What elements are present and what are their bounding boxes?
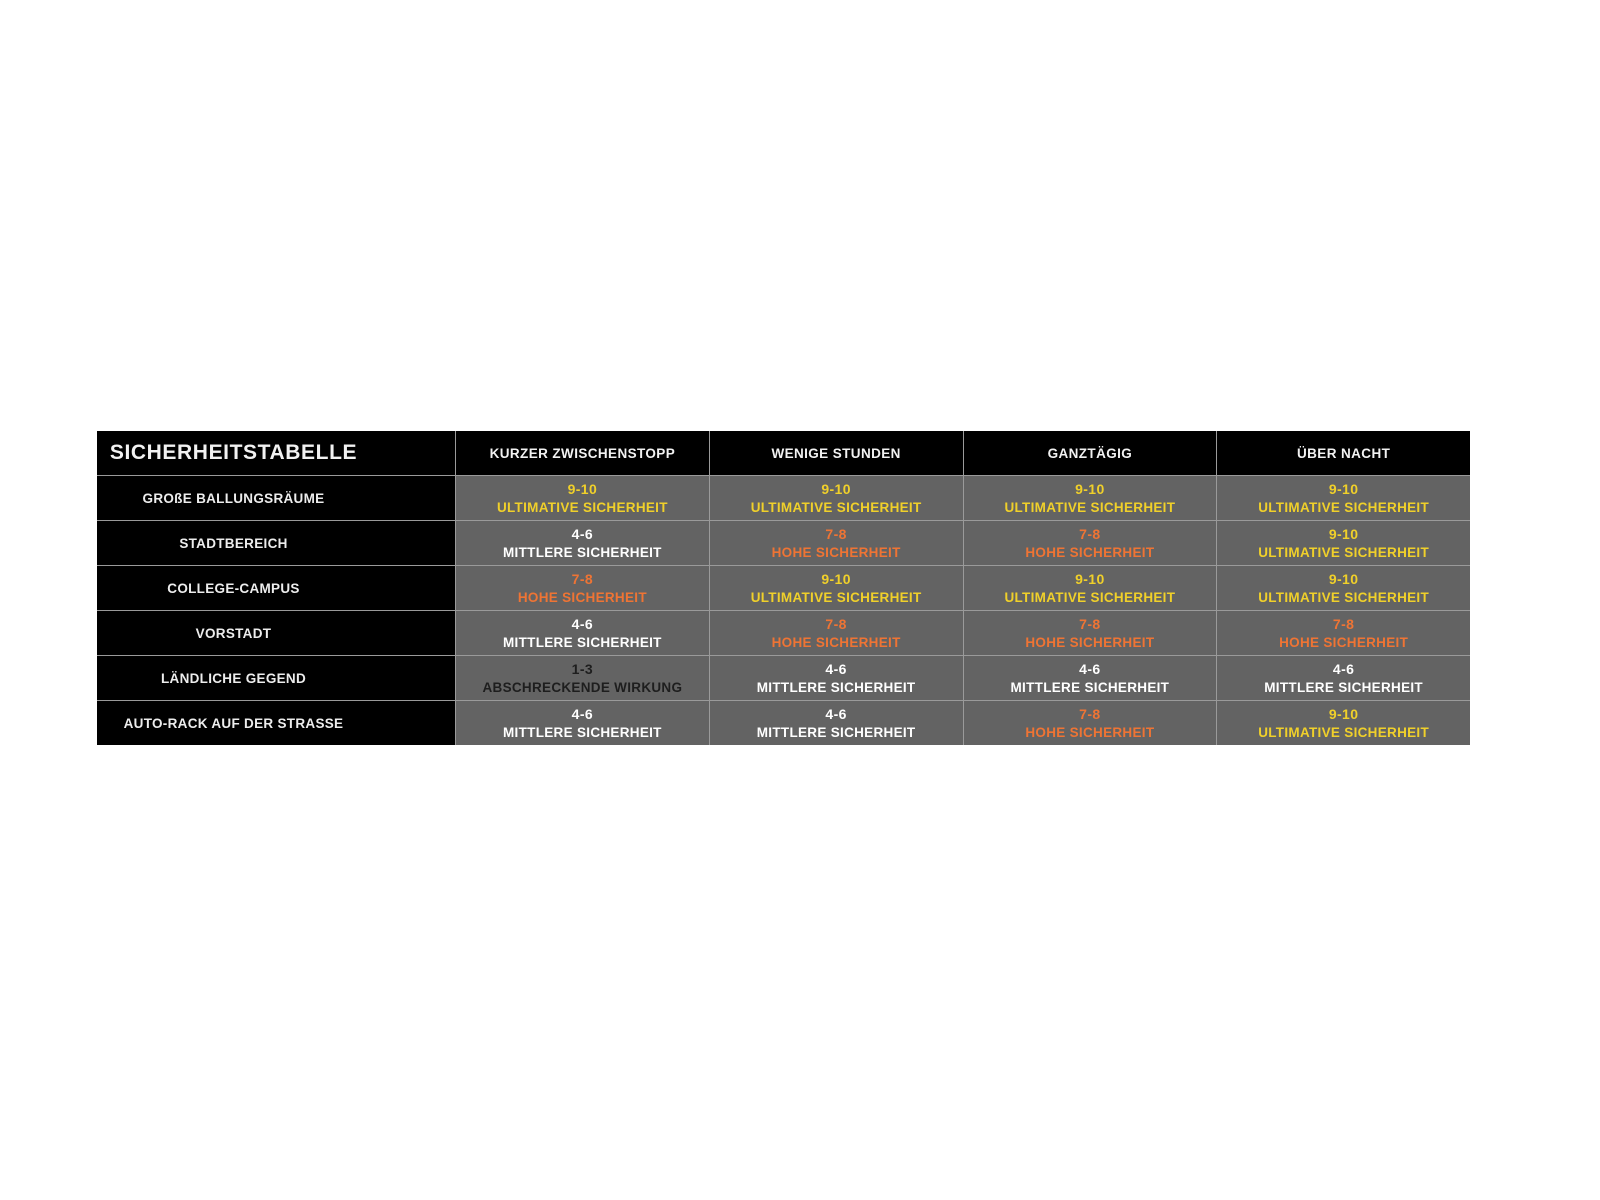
table-cell (964, 656, 1217, 700)
table-cell (456, 521, 709, 565)
table-cell (964, 476, 1217, 520)
cell-rating: 9-10 (567, 480, 598, 497)
table-cell (710, 521, 963, 565)
table-cell (964, 566, 1217, 610)
table-cell (456, 656, 709, 700)
cell-rating: 4-6 (825, 660, 847, 677)
cell-level-label: ULTIMATIVE SICHERHEIT (1258, 724, 1430, 740)
cell-level-label: ULTIMATIVE SICHERHEIT (1258, 499, 1430, 515)
cell-level-label: ULTIMATIVE SICHERHEIT (1004, 589, 1176, 605)
cell-rating: 9-10 (1328, 570, 1359, 587)
cell-level-label: ULTIMATIVE SICHERHEIT (750, 589, 922, 605)
row-label-grosse-ballungsraeume: GROßE BALLUNGSRÄUME (97, 476, 455, 520)
table-title: SICHERHEITSTABELLE (97, 431, 455, 475)
cell-rating: 4-6 (571, 615, 594, 632)
cell-rating: 4-6 (1079, 660, 1101, 677)
column-header-ganztaegig: GANZTÄGIG (964, 431, 1217, 475)
cell-rating: 4-6 (825, 705, 847, 722)
table-cell (1217, 701, 1470, 745)
table-cell (964, 611, 1217, 655)
cell-rating: 7-8 (1332, 615, 1355, 632)
table-cell (710, 566, 963, 610)
row-label-laendliche-gegend: LÄNDLICHE GEGEND (97, 656, 455, 700)
column-header-kurzer-zwischenstopp: KURZER ZWISCHENSTOPP (456, 431, 709, 475)
table-cell (1217, 476, 1470, 520)
cell-level-label: HOHE SICHERHEIT (1025, 544, 1155, 560)
cell-rating: 9-10 (1328, 705, 1359, 722)
cell-level-label: MITTLERE SICHERHEIT (1010, 679, 1170, 695)
cell-rating: 7-8 (571, 570, 594, 587)
cell-level-label: MITTLERE SICHERHEIT (503, 634, 662, 650)
cell-level-label: MITTLERE SICHERHEIT (756, 679, 916, 695)
table-cell (1217, 656, 1470, 700)
cell-level-label: HOHE SICHERHEIT (1025, 724, 1155, 740)
table-cell (456, 566, 709, 610)
cell-rating: 9-10 (821, 570, 851, 587)
cell-rating: 9-10 (1328, 525, 1359, 542)
cell-rating: 7-8 (825, 525, 847, 542)
table-cell (710, 476, 963, 520)
cell-rating: 4-6 (571, 705, 594, 722)
security-table (97, 431, 1470, 745)
cell-level-label: MITTLERE SICHERHEIT (503, 724, 662, 740)
cell-level-label: ULTIMATIVE SICHERHEIT (1258, 544, 1430, 560)
table-cell (964, 701, 1217, 745)
row-label-college-campus: COLLEGE-CAMPUS (97, 566, 455, 610)
column-header-wenige-stunden: WENIGE STUNDEN (710, 431, 963, 475)
cell-level-label: HOHE SICHERHEIT (1279, 634, 1409, 650)
cell-rating: 9-10 (821, 480, 851, 497)
cell-rating: 7-8 (1079, 705, 1101, 722)
table-cell (1217, 611, 1470, 655)
cell-rating: 9-10 (1075, 570, 1105, 587)
cell-level-label: ULTIMATIVE SICHERHEIT (1258, 589, 1430, 605)
table-cell (710, 611, 963, 655)
cell-rating: 4-6 (1332, 660, 1355, 677)
table-cell (456, 611, 709, 655)
cell-level-label: ULTIMATIVE SICHERHEIT (750, 499, 922, 515)
cell-level-label: ABSCHRECKENDE WIRKUNG (482, 679, 683, 695)
table-cell (964, 521, 1217, 565)
cell-level-label: HOHE SICHERHEIT (771, 634, 901, 650)
row-label-auto-rack-auf-der-strasse: AUTO-RACK AUF DER STRASSE (97, 701, 455, 745)
cell-rating: 1-3 (571, 660, 594, 677)
column-header-ueber-nacht: ÜBER NACHT (1217, 431, 1470, 475)
cell-level-label: MITTLERE SICHERHEIT (756, 724, 916, 740)
cell-level-label: MITTLERE SICHERHEIT (503, 544, 662, 560)
table-cell (456, 476, 709, 520)
table-cell (710, 656, 963, 700)
row-label-vorstadt: VORSTADT (97, 611, 455, 655)
table-cell (1217, 566, 1470, 610)
cell-rating: 7-8 (825, 615, 847, 632)
cell-level-label: ULTIMATIVE SICHERHEIT (1004, 499, 1176, 515)
cell-rating: 9-10 (1328, 480, 1359, 497)
cell-rating: 4-6 (571, 525, 594, 542)
cell-level-label: HOHE SICHERHEIT (517, 589, 647, 605)
cell-rating: 9-10 (1075, 480, 1105, 497)
table-cell (1217, 521, 1470, 565)
cell-rating: 7-8 (1079, 525, 1101, 542)
cell-level-label: MITTLERE SICHERHEIT (1264, 679, 1423, 695)
cell-level-label: HOHE SICHERHEIT (771, 544, 901, 560)
table-cell (710, 701, 963, 745)
cell-rating: 7-8 (1079, 615, 1101, 632)
cell-level-label: HOHE SICHERHEIT (1025, 634, 1155, 650)
table-cell (456, 701, 709, 745)
row-label-stadtbereich: STADTBEREICH (97, 521, 455, 565)
cell-level-label: ULTIMATIVE SICHERHEIT (496, 499, 668, 515)
